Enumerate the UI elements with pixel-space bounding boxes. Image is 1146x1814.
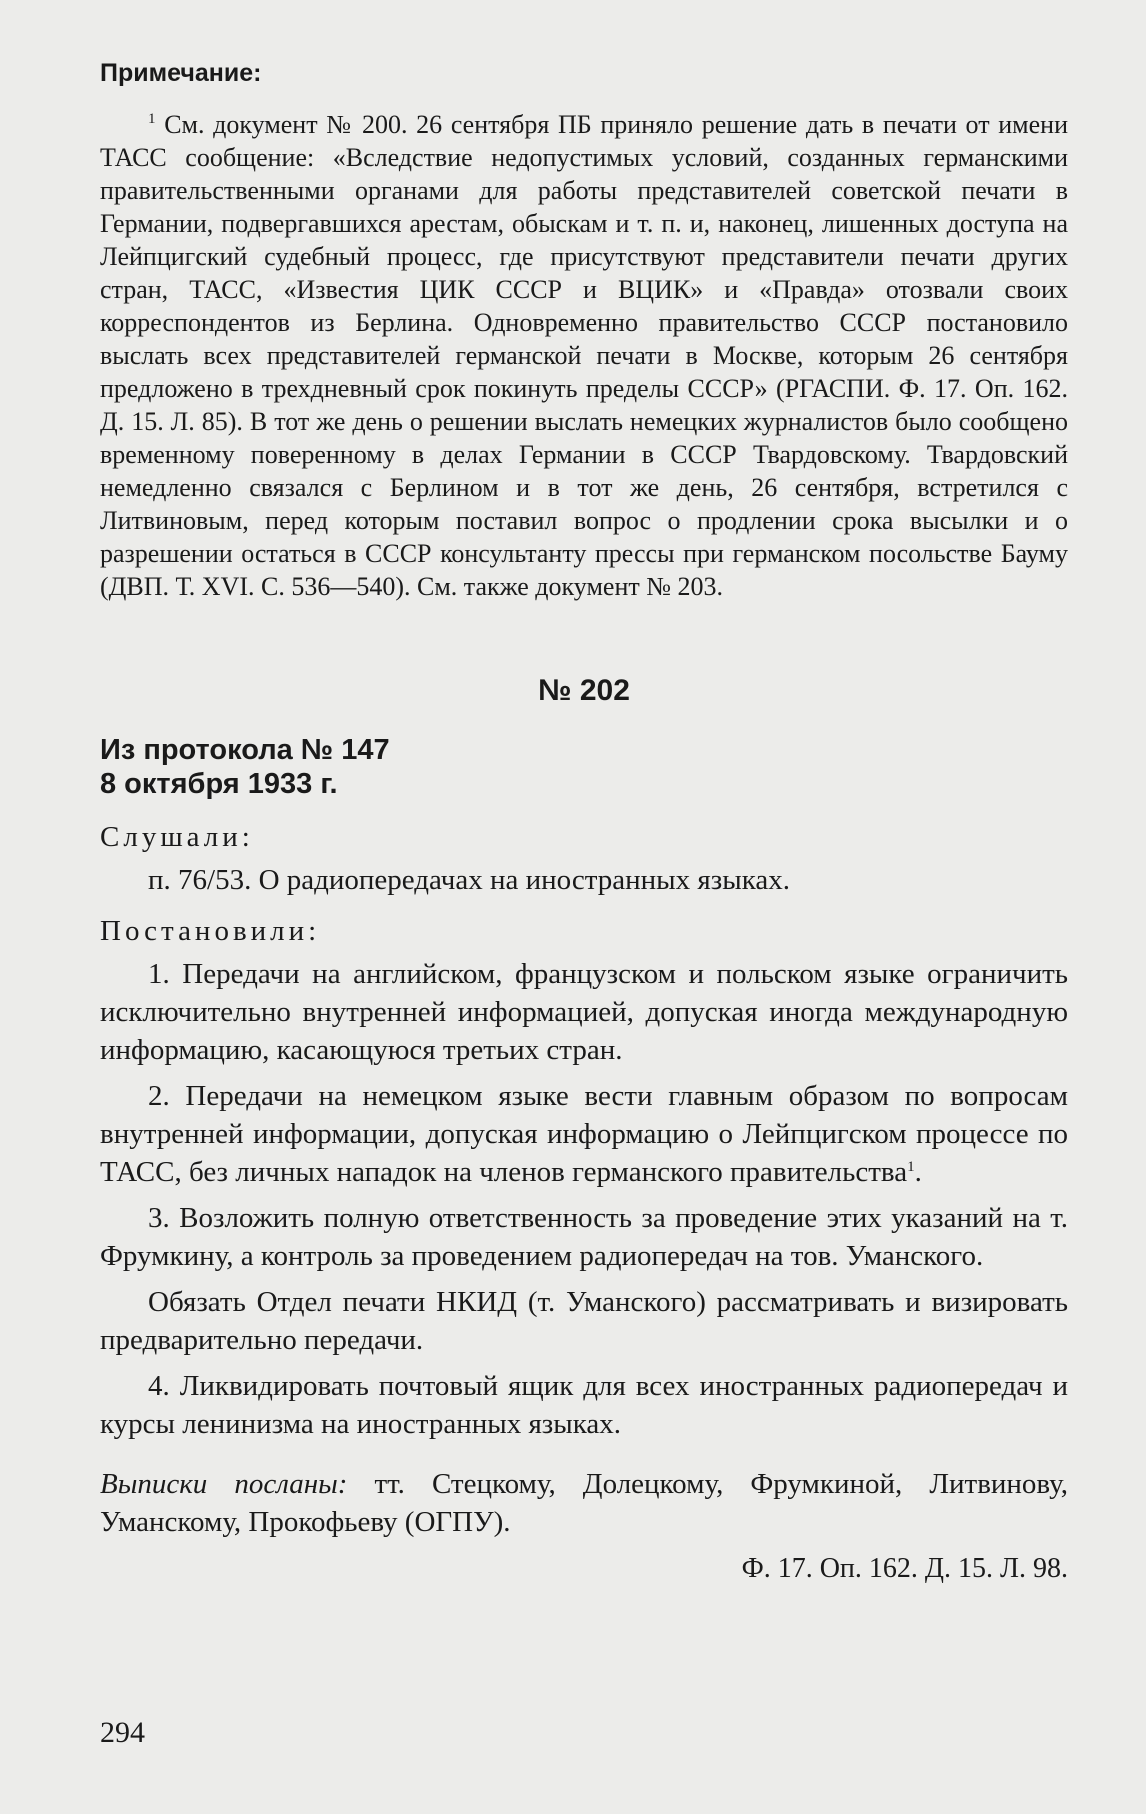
resolution-item-4: 4. Ликвидировать почтовый ящик для всех иностранных радиопередач и курсы ленинизма на иностранных языках.: [100, 1370, 1068, 1440]
protocol-title: Из протокола № 147: [100, 734, 390, 766]
note-heading: Примечание:: [100, 59, 262, 87]
footnote-text: См. документ № 200. 26 сентября ПБ приняло решение дать в печати от имени ТАСС сообщение: «Вследствие недопустимых условий, созданных германскими правительственными органами для работы представителей советской печати в Германии, подвергавшихся арестам, обыскам и т. п. и, наконец, лишенных доступа на Лейпцигский судебный процесс, где присутствуют представители печати других стран, ТАСС, «Известия ЦИК СССР и ВЦИК» и «Правда» отозвали своих корреспондентов из Берлина. Одновременно правительство СССР постановило выслать всех представителей германской печати в Москве, которым 26 сентября предложено в трехдневный срок покинуть пределы СССР» (РГАСПИ. Ф. 17. Оп. 162. Д. 15. Л. 85). В тот же день о решении выслать немецких журналистов было сообщено временному поверенному в делах Германии в СССР Твардовскому. Твардовский немедленно связался с Берлином и в тот же день, 26 сентября, встретился с Литвиновым, перед которым поставил вопрос о продлении срока высылки и о разрешении остаться в СССР консультанту прессы при германском посольстве Бауму (ДВП. Т. XVI. С. 536—540). См. также документ № 203.: [100, 110, 1068, 601]
footnote: [100, 108, 1068, 603]
resolved-label: Постановили:: [100, 915, 321, 947]
resolution-item-3-obligation: Обязать Отдел печати НКИД (т. Уманского) рассматривать и визировать предварительно передачи.: [100, 1286, 1068, 1356]
resolution-item-1: 1. Передачи на английском, французском и польском языке ограничить исключительно внутренней информацией, допуская иногда международную информацию, касающуюся третьих стран.: [100, 958, 1068, 1066]
resolution-item-2: [100, 1077, 1068, 1191]
page-number: 294: [100, 1716, 145, 1749]
resolution-item-3: 3. Возложить полную ответственность за проведение этих указаний на т. Фрумкину, а контроль за проведением радиопередач на тов. Уманского.: [100, 1202, 1068, 1272]
archive-source: Ф. 17. Оп. 162. Д. 15. Л. 98.: [741, 1553, 1068, 1584]
footnote-marker: 1: [148, 111, 156, 127]
sent-recipients: тт. Стецкому, Долецкому, Фрумкиной, Литвинову, Уманскому, Прокофьеву (ОГПУ).: [100, 1468, 1068, 1538]
heard-label: Слушали:: [100, 821, 254, 853]
resolution-item-2-marker: 1: [907, 1159, 915, 1175]
heard-item: п. 76/53. О радиопередачах на иностранных языках.: [148, 864, 790, 896]
protocol-date: 8 октября 1933 г.: [100, 768, 338, 800]
protocol-header: [100, 733, 1068, 801]
sent-label: Выписки посланы:: [100, 1468, 348, 1500]
resolution-item-2-end: .: [914, 1156, 922, 1188]
resolution-item-2-text: 2. Передачи на немецком языке вести главным образом по вопросам внутренней информации, допуская информацию о Лейпцигском процессе по ТАСС, без личных нападок на членов германского правительства: [100, 1080, 1068, 1188]
sent-extracts: [100, 1465, 1068, 1541]
page-body: [100, 58, 1068, 1587]
document-number: № 202: [538, 674, 630, 707]
